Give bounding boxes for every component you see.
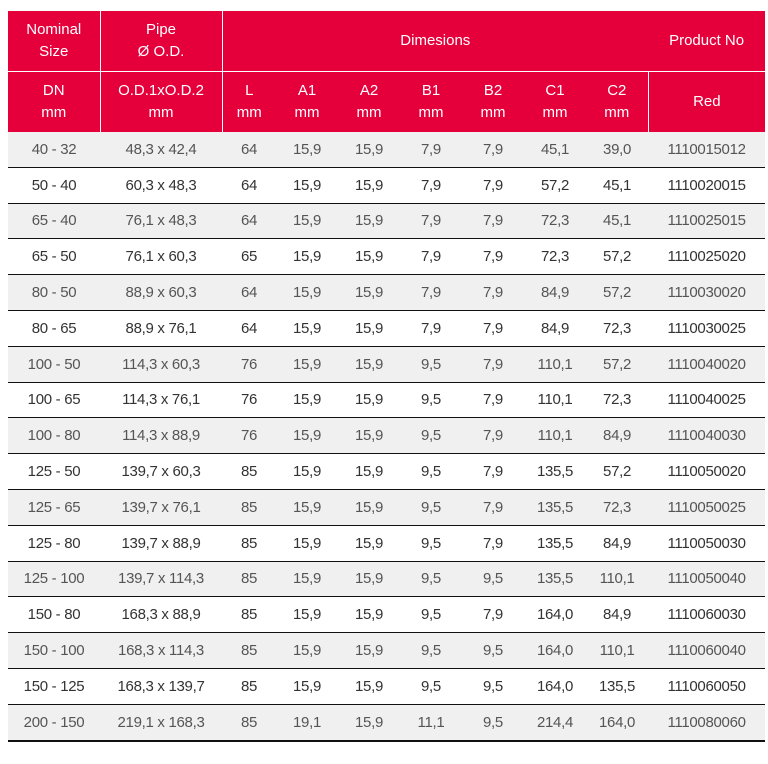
table-row — [8, 167, 765, 203]
cell-b2: 7,9 — [462, 132, 524, 167]
table-row — [8, 668, 765, 704]
cell-c1: 164,0 — [524, 597, 586, 633]
cell-c2: 84,9 — [586, 525, 648, 561]
table-row — [8, 525, 765, 561]
cell-a1: 15,9 — [276, 346, 338, 382]
cell-dn: 65 - 40 — [8, 203, 100, 239]
cell-product-no: 1110040020 — [648, 346, 765, 382]
table-row — [8, 489, 765, 525]
cell-b2: 7,9 — [462, 239, 524, 275]
cell-c1: 164,0 — [524, 633, 586, 669]
cell-a1: 15,9 — [276, 561, 338, 597]
cell-c2: 72,3 — [586, 310, 648, 346]
cell-b1: 9,5 — [400, 382, 462, 418]
cell-a2: 15,9 — [338, 489, 400, 525]
subheader-a1: A1 mm — [276, 72, 338, 133]
cell-a1: 15,9 — [276, 454, 338, 490]
cell-c2: 72,3 — [586, 382, 648, 418]
table-row — [8, 382, 765, 418]
cell-dn: 150 - 80 — [8, 597, 100, 633]
cell-b2: 9,5 — [462, 561, 524, 597]
cell-od: 139,7 x 114,3 — [100, 561, 222, 597]
cell-product-no: 1110080060 — [648, 704, 765, 740]
cell-b1: 7,9 — [400, 310, 462, 346]
cell-b2: 7,9 — [462, 382, 524, 418]
cell-a2: 15,9 — [338, 454, 400, 490]
cell-a1: 15,9 — [276, 310, 338, 346]
subheader-od: O.D.1xO.D.2 mm — [100, 72, 222, 133]
cell-od: 76,1 x 60,3 — [100, 239, 222, 275]
cell-a2: 15,9 — [338, 561, 400, 597]
cell-c1: 84,9 — [524, 275, 586, 311]
cell-c2: 45,1 — [586, 167, 648, 203]
subheader-l: L mm — [222, 72, 276, 133]
cell-product-no: 1110025015 — [648, 203, 765, 239]
cell-a1: 15,9 — [276, 525, 338, 561]
cell-dn: 100 - 65 — [8, 382, 100, 418]
cell-a1: 15,9 — [276, 239, 338, 275]
cell-a2: 15,9 — [338, 668, 400, 704]
cell-a1: 15,9 — [276, 275, 338, 311]
cell-a1: 19,1 — [276, 704, 338, 740]
cell-dn: 80 - 65 — [8, 310, 100, 346]
cell-b1: 7,9 — [400, 132, 462, 167]
cell-l: 64 — [222, 275, 276, 311]
subheader-b1: B1 mm — [400, 72, 462, 133]
cell-product-no: 1110025020 — [648, 239, 765, 275]
cell-c2: 39,0 — [586, 132, 648, 167]
cell-b2: 7,9 — [462, 203, 524, 239]
cell-b1: 7,9 — [400, 203, 462, 239]
cell-c2: 57,2 — [586, 346, 648, 382]
cell-l: 85 — [222, 489, 276, 525]
cell-l: 64 — [222, 167, 276, 203]
cell-a2: 15,9 — [338, 633, 400, 669]
cell-b2: 9,5 — [462, 668, 524, 704]
cell-c1: 110,1 — [524, 382, 586, 418]
subheader-red: Red — [648, 72, 765, 133]
cell-b2: 7,9 — [462, 310, 524, 346]
reducer-dimensions-table — [8, 11, 765, 742]
cell-od: 76,1 x 48,3 — [100, 203, 222, 239]
cell-l: 64 — [222, 203, 276, 239]
cell-product-no: 1110040025 — [648, 382, 765, 418]
header-product-no: Product No — [648, 11, 765, 72]
cell-l: 76 — [222, 382, 276, 418]
cell-od: 168,3 x 114,3 — [100, 633, 222, 669]
cell-l: 65 — [222, 239, 276, 275]
subheader-c1: C1 mm — [524, 72, 586, 133]
subheader-c2: C2 mm — [586, 72, 648, 133]
subheader-b2: B2 mm — [462, 72, 524, 133]
cell-l: 76 — [222, 346, 276, 382]
subheader-a2: A2 mm — [338, 72, 400, 133]
cell-a2: 15,9 — [338, 203, 400, 239]
cell-od: 168,3 x 88,9 — [100, 597, 222, 633]
cell-a2: 15,9 — [338, 275, 400, 311]
cell-od: 88,9 x 60,3 — [100, 275, 222, 311]
cell-b1: 7,9 — [400, 275, 462, 311]
cell-b2: 7,9 — [462, 525, 524, 561]
cell-c2: 45,1 — [586, 203, 648, 239]
table-row — [8, 418, 765, 454]
cell-product-no: 1110050025 — [648, 489, 765, 525]
cell-b2: 9,5 — [462, 633, 524, 669]
cell-b1: 9,5 — [400, 561, 462, 597]
cell-product-no: 1110030025 — [648, 310, 765, 346]
header-pipe-od: Pipe Ø O.D. — [100, 11, 222, 72]
table-body — [8, 132, 765, 741]
cell-l: 85 — [222, 668, 276, 704]
cell-l: 85 — [222, 525, 276, 561]
cell-c1: 72,3 — [524, 203, 586, 239]
cell-c1: 84,9 — [524, 310, 586, 346]
cell-dn: 125 - 65 — [8, 489, 100, 525]
cell-dn: 200 - 150 — [8, 704, 100, 740]
cell-a2: 15,9 — [338, 132, 400, 167]
cell-dn: 100 - 80 — [8, 418, 100, 454]
cell-c2: 164,0 — [586, 704, 648, 740]
cell-od: 139,7 x 88,9 — [100, 525, 222, 561]
cell-dn: 80 - 50 — [8, 275, 100, 311]
cell-dn: 125 - 50 — [8, 454, 100, 490]
cell-c2: 135,5 — [586, 668, 648, 704]
table-row — [8, 275, 765, 311]
table-row — [8, 310, 765, 346]
cell-b1: 9,5 — [400, 454, 462, 490]
cell-l: 85 — [222, 633, 276, 669]
table-row — [8, 346, 765, 382]
cell-c2: 84,9 — [586, 597, 648, 633]
table-header — [8, 11, 765, 132]
cell-b2: 7,9 — [462, 489, 524, 525]
cell-od: 219,1 x 168,3 — [100, 704, 222, 740]
header-dimensions: Dimesions — [222, 11, 648, 72]
cell-b1: 9,5 — [400, 525, 462, 561]
cell-b1: 11,1 — [400, 704, 462, 740]
cell-c1: 135,5 — [524, 561, 586, 597]
cell-c1: 214,4 — [524, 704, 586, 740]
cell-c1: 72,3 — [524, 239, 586, 275]
cell-l: 85 — [222, 597, 276, 633]
cell-a1: 15,9 — [276, 418, 338, 454]
cell-a2: 15,9 — [338, 239, 400, 275]
cell-b1: 9,5 — [400, 668, 462, 704]
cell-od: 139,7 x 60,3 — [100, 454, 222, 490]
cell-a1: 15,9 — [276, 489, 338, 525]
cell-product-no: 1110060030 — [648, 597, 765, 633]
cell-a1: 15,9 — [276, 203, 338, 239]
cell-c1: 135,5 — [524, 454, 586, 490]
cell-od: 60,3 x 48,3 — [100, 167, 222, 203]
cell-c2: 84,9 — [586, 418, 648, 454]
cell-l: 64 — [222, 132, 276, 167]
cell-a1: 15,9 — [276, 382, 338, 418]
cell-od: 114,3 x 60,3 — [100, 346, 222, 382]
cell-product-no: 1110050030 — [648, 525, 765, 561]
cell-b2: 7,9 — [462, 167, 524, 203]
cell-a1: 15,9 — [276, 668, 338, 704]
table-row — [8, 203, 765, 239]
cell-b2: 9,5 — [462, 704, 524, 740]
cell-od: 48,3 x 42,4 — [100, 132, 222, 167]
cell-b2: 7,9 — [462, 454, 524, 490]
cell-c2: 110,1 — [586, 561, 648, 597]
cell-od: 114,3 x 88,9 — [100, 418, 222, 454]
cell-product-no: 1110030020 — [648, 275, 765, 311]
cell-a2: 15,9 — [338, 167, 400, 203]
cell-a2: 15,9 — [338, 525, 400, 561]
cell-b2: 7,9 — [462, 346, 524, 382]
cell-c2: 72,3 — [586, 489, 648, 525]
cell-od: 168,3 x 139,7 — [100, 668, 222, 704]
table-row — [8, 454, 765, 490]
cell-a2: 15,9 — [338, 597, 400, 633]
table-row — [8, 239, 765, 275]
cell-od: 88,9 x 76,1 — [100, 310, 222, 346]
cell-dn: 100 - 50 — [8, 346, 100, 382]
cell-product-no: 1110060040 — [648, 633, 765, 669]
cell-b1: 7,9 — [400, 239, 462, 275]
cell-c1: 135,5 — [524, 489, 586, 525]
cell-od: 139,7 x 76,1 — [100, 489, 222, 525]
cell-b1: 7,9 — [400, 167, 462, 203]
table-row — [8, 704, 765, 740]
cell-a1: 15,9 — [276, 167, 338, 203]
cell-a1: 15,9 — [276, 132, 338, 167]
cell-a1: 15,9 — [276, 597, 338, 633]
cell-product-no: 1110050040 — [648, 561, 765, 597]
cell-c1: 164,0 — [524, 668, 586, 704]
table-row — [8, 633, 765, 669]
table-row — [8, 597, 765, 633]
cell-dn: 150 - 125 — [8, 668, 100, 704]
cell-a2: 15,9 — [338, 382, 400, 418]
dimensions-table-container — [8, 11, 765, 742]
subheader-dn: DN mm — [8, 72, 100, 133]
cell-b2: 7,9 — [462, 275, 524, 311]
cell-product-no: 1110050020 — [648, 454, 765, 490]
cell-c1: 45,1 — [524, 132, 586, 167]
cell-dn: 150 - 100 — [8, 633, 100, 669]
cell-dn: 125 - 80 — [8, 525, 100, 561]
table-row — [8, 561, 765, 597]
cell-product-no: 1110040030 — [648, 418, 765, 454]
cell-c2: 110,1 — [586, 633, 648, 669]
cell-c1: 135,5 — [524, 525, 586, 561]
cell-a2: 15,9 — [338, 704, 400, 740]
cell-a2: 15,9 — [338, 310, 400, 346]
header-nominal-size: Nominal Size — [8, 11, 100, 72]
cell-product-no: 1110020015 — [648, 167, 765, 203]
cell-product-no: 1110015012 — [648, 132, 765, 167]
cell-l: 76 — [222, 418, 276, 454]
cell-b1: 9,5 — [400, 633, 462, 669]
cell-dn: 125 - 100 — [8, 561, 100, 597]
cell-l: 85 — [222, 704, 276, 740]
cell-b1: 9,5 — [400, 346, 462, 382]
cell-c1: 110,1 — [524, 346, 586, 382]
cell-c2: 57,2 — [586, 239, 648, 275]
cell-b1: 9,5 — [400, 489, 462, 525]
cell-c2: 57,2 — [586, 275, 648, 311]
cell-dn: 65 - 50 — [8, 239, 100, 275]
cell-a1: 15,9 — [276, 633, 338, 669]
cell-c2: 57,2 — [586, 454, 648, 490]
cell-c1: 110,1 — [524, 418, 586, 454]
cell-a2: 15,9 — [338, 346, 400, 382]
table-row — [8, 132, 765, 167]
cell-b1: 9,5 — [400, 418, 462, 454]
cell-l: 85 — [222, 561, 276, 597]
cell-dn: 50 - 40 — [8, 167, 100, 203]
cell-b2: 7,9 — [462, 597, 524, 633]
cell-a2: 15,9 — [338, 418, 400, 454]
cell-product-no: 1110060050 — [648, 668, 765, 704]
cell-b2: 7,9 — [462, 418, 524, 454]
cell-c1: 57,2 — [524, 167, 586, 203]
cell-dn: 40 - 32 — [8, 132, 100, 167]
cell-od: 114,3 x 76,1 — [100, 382, 222, 418]
cell-l: 85 — [222, 454, 276, 490]
cell-b1: 9,5 — [400, 597, 462, 633]
cell-l: 64 — [222, 310, 276, 346]
